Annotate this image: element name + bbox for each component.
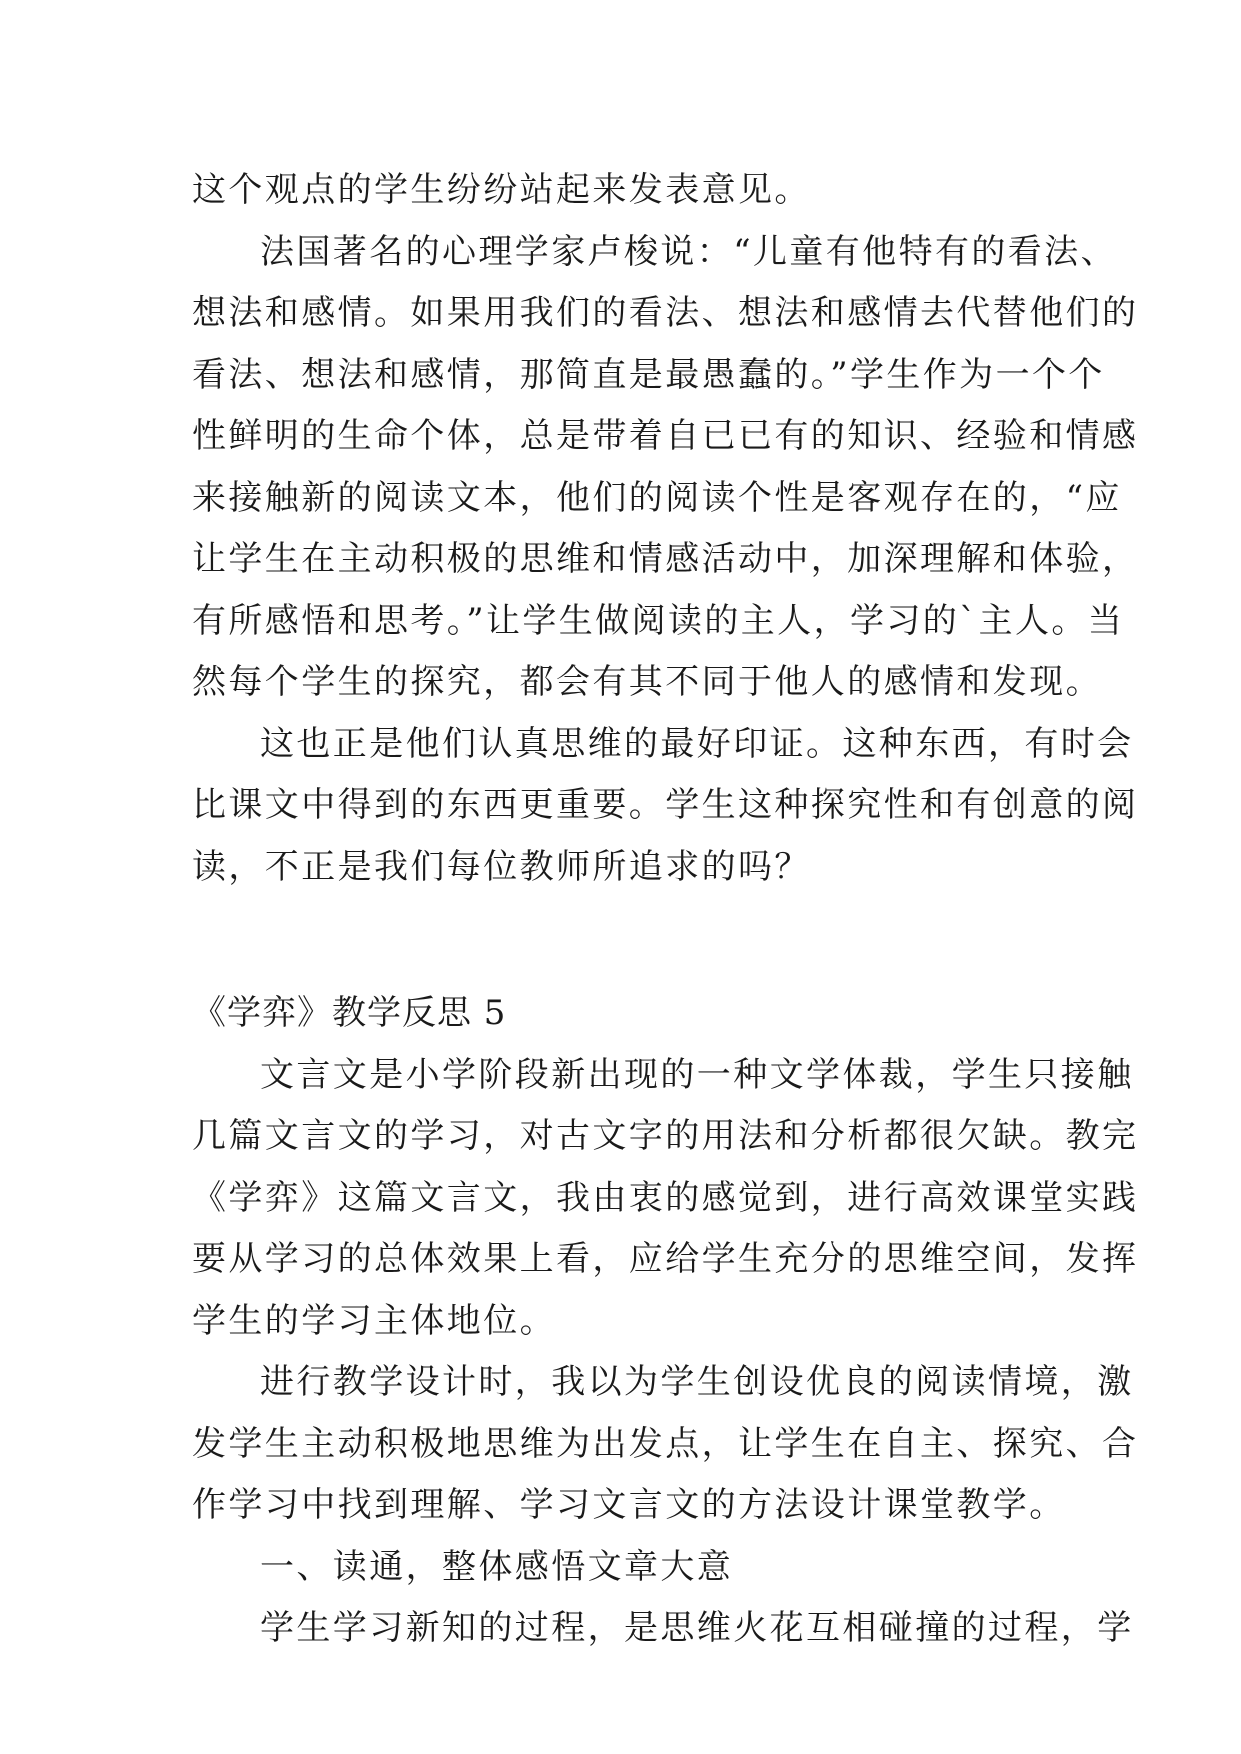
section-spacer [192, 898, 1072, 983]
text-line: 比课文中得到的东西更重要。学生这种探究性和有创意的阅 [192, 785, 1139, 825]
text-line: 读，不正是我们每位教师所追求的吗？ [192, 846, 811, 887]
text-line: 发学生主动积极地思维为出发点，让学生在自主、探究、合 [192, 1423, 1139, 1464]
text-line: 几篇文言文的学习，对古文字的用法和分析都很欠缺。教完 [192, 1116, 1139, 1156]
text-line: 有所感悟和思考。”让学生做阅读的主人，学习的`主人。当 [192, 600, 1125, 641]
text-line: 作学习中找到理解、学习文言文的方法设计课堂教学。 [192, 1485, 1066, 1525]
paragraph-start-line: 学生学习新知的过程，是思维火花互相碰撞的过程，学 [260, 1608, 1134, 1648]
text-line: 这个观点的学生纷纷站起来发表意见。 [192, 170, 811, 210]
text-line: 性鲜明的生命个体，总是带着自已已有的知识、经验和情感 [192, 416, 1139, 456]
text-line: 《学弈》这篇文言文，我由衷的感觉到，进行高效课堂实践 [192, 1177, 1139, 1218]
paragraph-start-line: 法国著名的心理学家卢梭说：“儿童有他特有的看法、 [260, 231, 1117, 272]
paragraph-start-line: 这也正是他们认真思维的最好印证。这种东西，有时会 [260, 723, 1134, 764]
text-line: 然每个学生的探究，都会有其不同于他人的感情和发现。 [192, 662, 1102, 702]
text-line: 看法、想法和感情，那简直是最愚蠢的。”学生作为一个个 [192, 354, 1105, 395]
text-line: 来接触新的阅读文本，他们的阅读个性是客观存在的，“应 [192, 477, 1122, 518]
text-line: 要从学习的总体效果上看，应给学生充分的思维空间，发挥 [192, 1239, 1139, 1279]
text-line: 学生的学习主体地位。 [192, 1300, 556, 1341]
subheading-line: 一、读通，整体感悟文章大意 [260, 1546, 734, 1587]
paragraph-start-line: 进行教学设计时，我以为学生创设优良的阅读情境，激 [260, 1362, 1134, 1402]
section-heading: 《学弈》教学反思 5 [192, 993, 507, 1033]
text-line: 让学生在主动积极的思维和情感活动中，加深理解和体验， [192, 539, 1139, 579]
paragraph-start-line: 文言文是小学阶段新出现的一种文学体裁，学生只接触 [260, 1054, 1134, 1095]
document-body [192, 160, 1139, 1660]
text-line: 想法和感情。如果用我们的看法、想法和感情去代替他们的 [192, 293, 1139, 333]
